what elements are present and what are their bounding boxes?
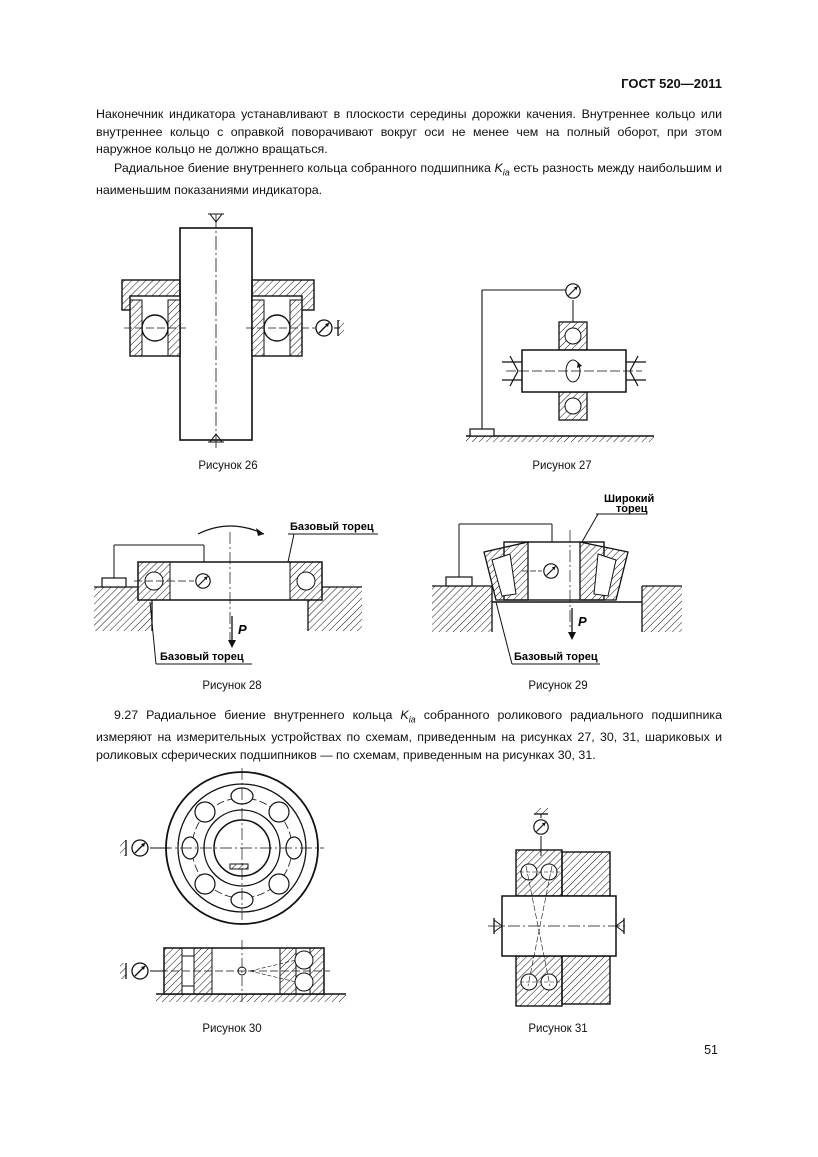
figure-27-drawing bbox=[466, 278, 658, 456]
figure-30-drawing bbox=[120, 768, 360, 1006]
figure-29-force-label: P bbox=[578, 614, 587, 629]
symbol-kia-2: $K_{ia}$ bbox=[400, 708, 416, 725]
figure-31-drawing bbox=[486, 806, 630, 1016]
figure-26-drawing bbox=[110, 210, 350, 450]
paragraph-radial-runout-def bbox=[96, 160, 722, 200]
figure-29-label-top-2: торец bbox=[616, 503, 648, 515]
p927-text-1: 9.27 Радиальное биение внутреннего кольца bbox=[114, 708, 393, 722]
figure-26-caption: Рисунок 26 bbox=[198, 460, 258, 472]
runout-def-text-1: Радиальное биение внутреннего кольца собранного подшипника bbox=[114, 161, 491, 175]
figure-29-caption: Рисунок 29 bbox=[528, 680, 588, 692]
figure-29-label-bottom: Базовый торец bbox=[514, 651, 598, 663]
figure-27-caption: Рисунок 27 bbox=[532, 460, 592, 472]
page-number: 51 bbox=[704, 1043, 718, 1057]
figure-30-caption: Рисунок 30 bbox=[202, 1023, 262, 1035]
symbol-kia: $K_{ia}$ bbox=[494, 161, 510, 178]
figure-28-caption: Рисунок 28 bbox=[202, 680, 262, 692]
paragraph-indicator-tip: Наконечник индикатора устанавливают в плоскости середины дорожки качения. Внутреннее кольцо или внутреннее кольцо с оправкой поворачивают вокруг оси не менее чем на полный оборот, при этом наружное кольцо не должно вращаться. bbox=[96, 107, 722, 157]
paragraph-9-27 bbox=[96, 707, 722, 764]
figure-29-drawing bbox=[432, 490, 682, 670]
figure-31-caption: Рисунок 31 bbox=[528, 1023, 588, 1035]
figure-28-label-bottom: Базовый торец bbox=[160, 651, 244, 663]
document-header: ГОСТ 520—2011 bbox=[621, 76, 722, 91]
runout-def-text-2: есть разность между наибольшим и наименьшим показаниями индикатора. bbox=[96, 161, 722, 198]
figure-28-label-top: Базовый торец bbox=[290, 521, 374, 533]
figure-28-force-label: P bbox=[238, 622, 247, 637]
p927-text-2: собранного роликового радиального подшипника измеряют на измерительных устройствах по схемам, приведенным на рисунках 27, 30, 31, шариковых и роликовых сферических подшипников — по схемам, приведенным на рисунках 30, 31. bbox=[96, 708, 722, 762]
figure-28-drawing bbox=[94, 512, 384, 672]
figure-29-label-top-1: Широкий bbox=[604, 493, 655, 505]
